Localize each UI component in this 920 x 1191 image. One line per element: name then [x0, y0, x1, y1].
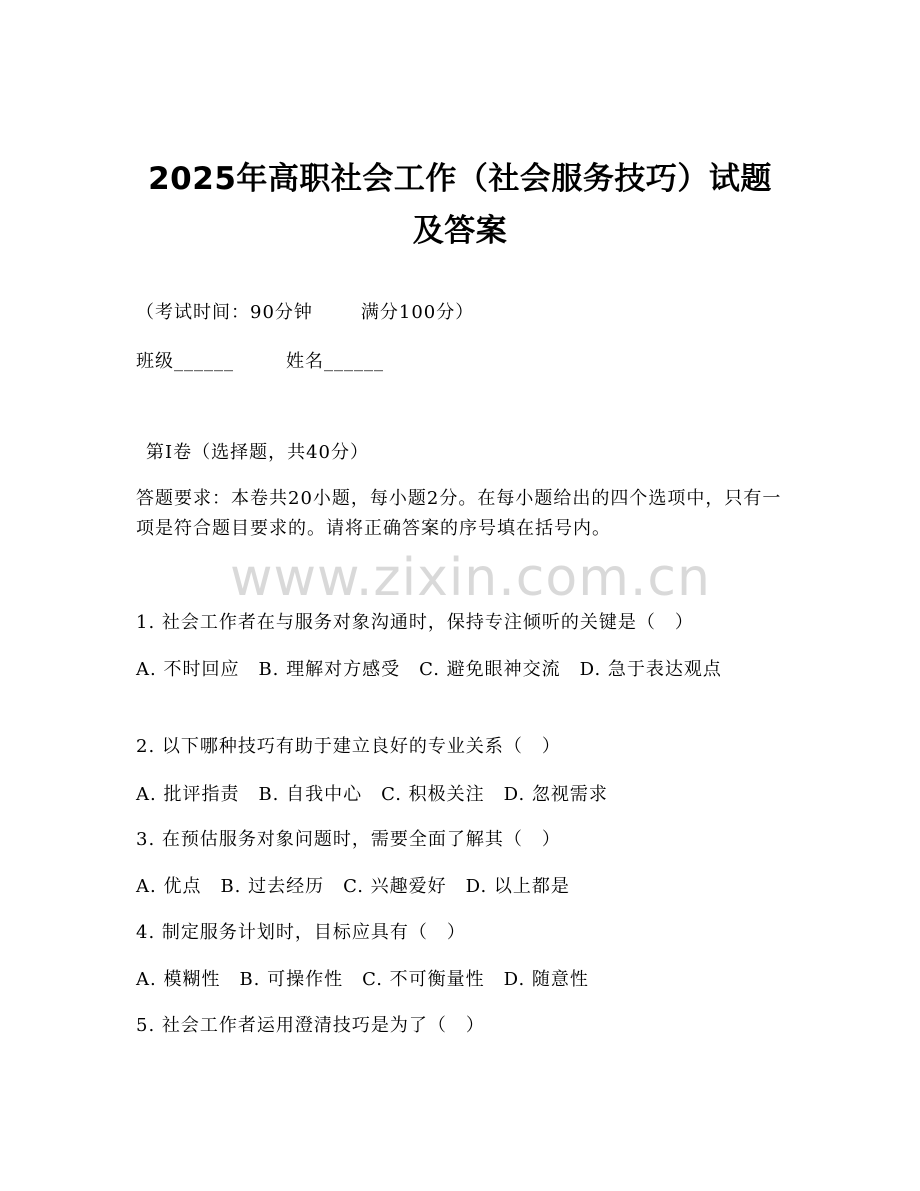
question-3-stem: 3. 在预估服务对象问题时，需要全面了解其（ ）	[136, 829, 561, 850]
section-heading: 第I卷（选择题，共40分）	[146, 442, 370, 463]
student-info	[136, 347, 384, 377]
class-field-label: 班级______	[136, 351, 234, 372]
question-4-options: A. 模糊性 B. 可操作性 C. 不可衡量性 D. 随意性	[136, 969, 589, 990]
question-1-options: A. 不时回应 B. 理解对方感受 C. 避免眼神交流 D. 急于表达观点	[136, 659, 722, 680]
question-1-stem: 1. 社会工作者在与服务对象沟通时，保持专注倾听的关键是（ ）	[136, 612, 694, 633]
question-3-options: A. 优点 B. 过去经历 C. 兴趣爱好 D. 以上都是	[136, 876, 570, 897]
exam-info	[136, 298, 474, 328]
question-2-options: A. 批评指责 B. 自我中心 C. 积极关注 D. 忽视需求	[136, 784, 608, 805]
document-title-line-1: 2025年高职社会工作（社会服务技巧）试题	[148, 161, 772, 197]
document-title-line-2: 及答案	[412, 213, 508, 249]
exam-time: （考试时间：90分钟	[136, 302, 313, 323]
watermark: www.zixin.com.cn	[230, 548, 711, 608]
exam-full-score: 满分100分）	[360, 302, 475, 323]
question-4-stem: 4. 制定服务计划时，目标应具有（ ）	[136, 922, 466, 943]
name-field-label: 姓名______	[286, 351, 384, 372]
answer-instructions: 答题要求：本卷共20小题，每小题2分。在每小题给出的四个选项中，只有一项是符合题目要求的。请将正确答案的序号填在括号内。	[136, 488, 782, 539]
question-5-stem: 5. 社会工作者运用澄清技巧是为了（ ）	[136, 1015, 485, 1036]
question-2-stem: 2. 以下哪种技巧有助于建立良好的专业关系（ ）	[136, 736, 561, 757]
